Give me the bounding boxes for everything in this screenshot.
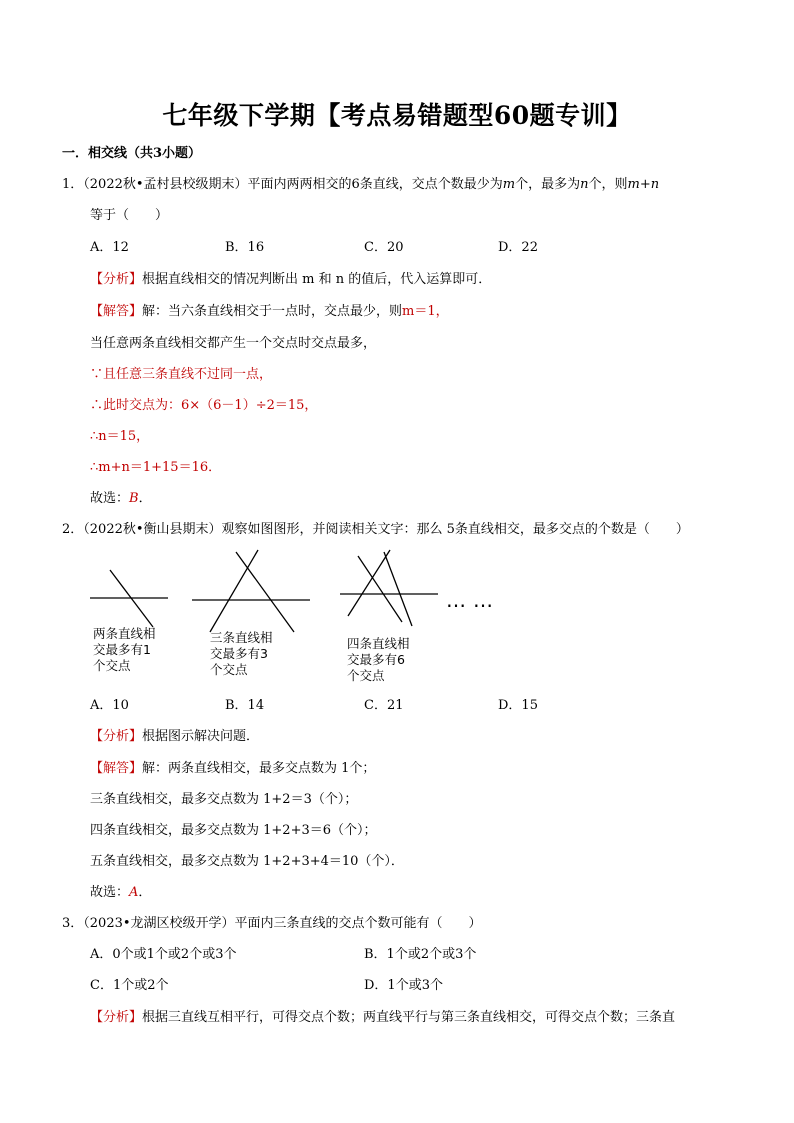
q2-answer-line: 三条直线相交，最多交点数为 1+2＝3（个）； <box>90 792 358 807</box>
q3-stem: 3．（2023•龙湖区校级开学）平面内三条直线的交点个数可能有（ ） <box>62 916 482 931</box>
q1-answer: 【解答】解：当六条直线相交于一点时，交点最少，则m＝1， <box>90 304 449 319</box>
q2-option-a: A．10 <box>90 698 129 713</box>
fig1-caption: 两条直线相 交最多有1 个交点 <box>93 626 156 673</box>
section-heading: 一．相交线（共3小题） <box>62 146 202 161</box>
q2-option-b: B．14 <box>225 698 265 713</box>
q2-stem: 2．（2022秋•衡山县期末）观察如图图形，并阅读相关文字：那么 5条直线相交，最多交点的个数是（ ） <box>62 522 689 537</box>
fig3-diagonal-line-1 <box>348 550 390 616</box>
q2-option-c: C．21 <box>364 698 404 713</box>
q3-option-c: C．1个或2个 <box>90 978 169 993</box>
q1-stem: 1．（2022秋•孟村县校级期末）平面内两两相交的6条直线，交点个数最少为m个，最多为n个，则m+n <box>62 177 660 192</box>
fig3-caption: 四条直线相 交最多有6 个交点 <box>347 636 410 683</box>
q3-analysis: 【分析】根据三直线互相平行，可得交点个数；两直线平行与第三条直线相交，可得交点个数；三条直 <box>90 1010 676 1025</box>
fig2-diagonal-line-2 <box>236 552 294 632</box>
q1-stem-cont: 等于（ ） <box>90 208 169 223</box>
q1-option-d: D．22 <box>498 240 538 255</box>
q1-answer-line: ∴m+n＝1+15＝16． <box>90 460 222 475</box>
q2-answer: 【解答】解：两条直线相交，最多交点数为 1个； <box>90 761 376 776</box>
q1-analysis: 【分析】根据直线相交的情况判断出 m 和 n 的值后，代入运算即可． <box>90 272 492 287</box>
q1-option-c: C．20 <box>364 240 404 255</box>
q1-answer-line: ∵且任意三条直线不过同一点， <box>90 367 273 382</box>
continuation-dots: …… <box>446 588 500 612</box>
q2-answer-line: 四条直线相交，最多交点数为 1+2+3＝6（个）； <box>90 823 377 838</box>
q1-choice: 故选：B． <box>90 491 152 506</box>
q3-option-d: D．1个或3个 <box>364 978 443 993</box>
q2-answer-line: 五条直线相交，最多交点数为 1+2+3+4＝10（个）． <box>90 854 404 869</box>
q3-option-b: B．1个或2个或3个 <box>364 947 477 962</box>
fig1-diagonal-line <box>110 570 153 627</box>
q1-answer-line: ∴n＝15， <box>90 429 150 444</box>
q2-choice: 故选：A． <box>90 885 152 900</box>
q1-answer-line: ∴此时交点为：6×（6－1）÷2＝15， <box>90 398 318 413</box>
q1-answer-line: 当任意两条直线相交都产生一个交点时交点最多， <box>90 336 377 351</box>
q2-option-d: D．15 <box>498 698 538 713</box>
q2-analysis: 【分析】根据图示解决问题． <box>90 729 260 744</box>
fig3-diagonal-line-3 <box>384 552 412 626</box>
fig3-diagonal-line-2 <box>358 556 402 622</box>
q3-option-a: A．0个或1个或2个或3个 <box>90 947 237 962</box>
fig2-diagonal-line-1 <box>210 550 258 632</box>
q1-option-b: B．16 <box>225 240 265 255</box>
q1-option-a: A．12 <box>90 240 129 255</box>
fig2-caption: 三条直线相 交最多有3 个交点 <box>210 630 273 677</box>
page-title: 七年级下学期【考点易错题型60题专训】 <box>162 101 632 130</box>
